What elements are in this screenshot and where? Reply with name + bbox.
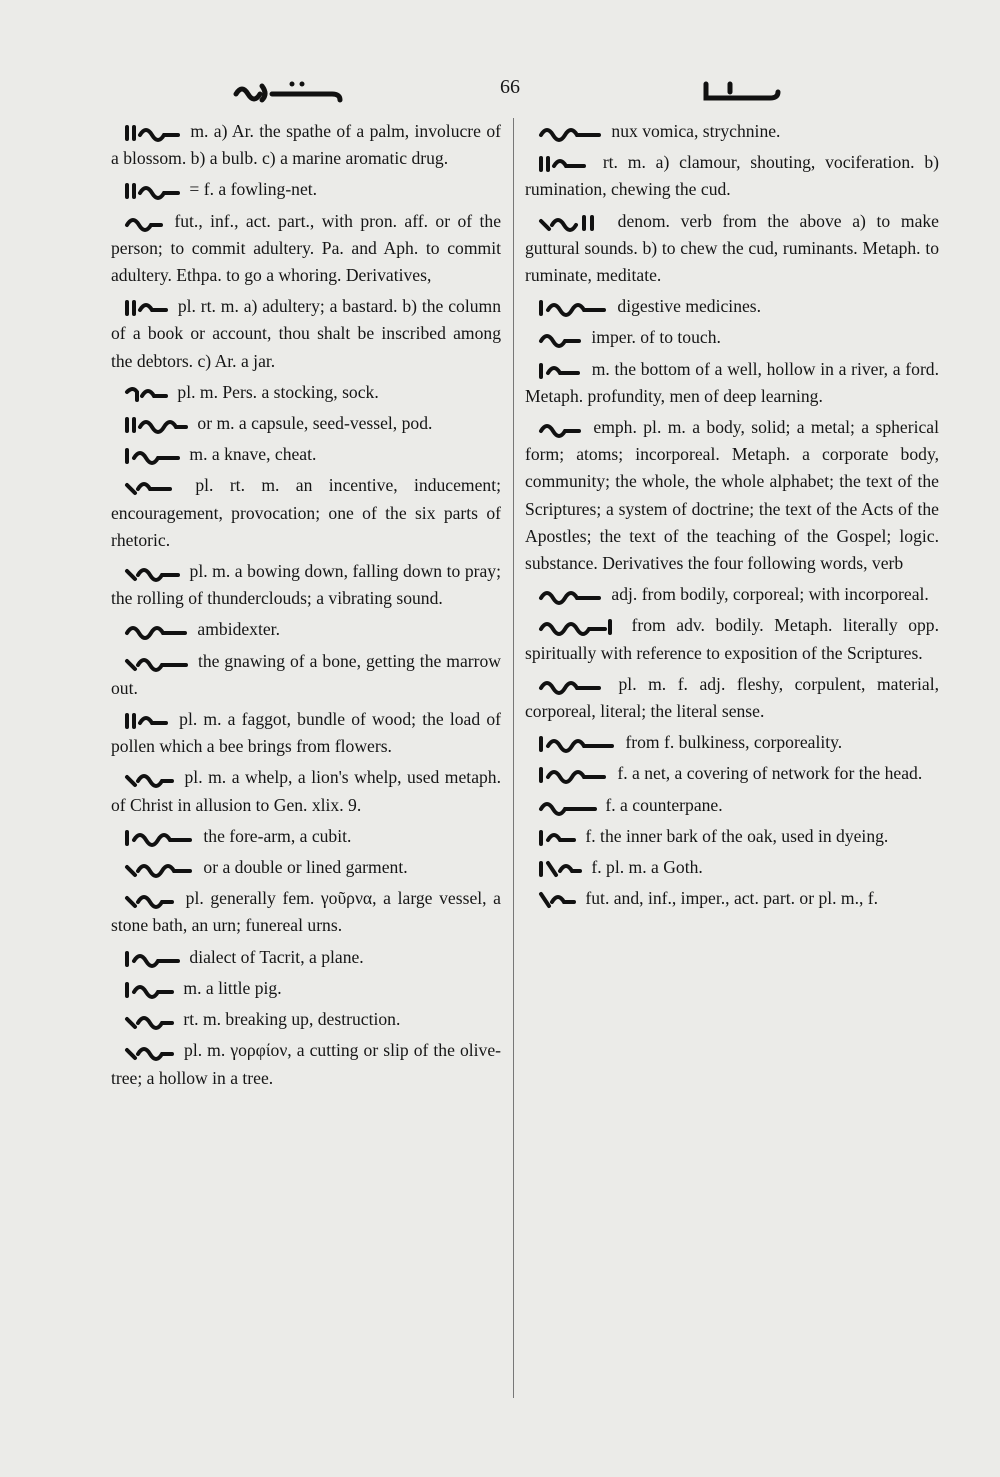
entry-text: the fore-arm, a cubit.: [199, 825, 352, 846]
entry-text: f. the inner bark of the oak, used in dyeing.: [581, 825, 889, 846]
entry-text: nux vomica, strychnine.: [607, 121, 781, 141]
entry-text: from adv. bodily. Metaph. literally opp. spiritually with reference to exposition of the Scriptures.: [525, 615, 939, 663]
entry-text: denom. verb from the above a) to make guttural sounds. b) to chew the cud, ruminants. Metaph. to ruminate, meditate.: [525, 210, 939, 286]
syriac-headword: [124, 477, 176, 497]
entry-text: pl. rt. m. an incentive, inducement; encouragement, provocation; one of the six parts of rhetoric.: [111, 475, 501, 550]
syriac-headword: [538, 734, 618, 754]
syriac-headword: [124, 123, 182, 143]
entry: [525, 581, 939, 608]
entry: [525, 612, 939, 666]
entry: [111, 1006, 501, 1033]
syriac-headword: [538, 617, 618, 637]
entry-text: pl. m. a whelp, a lion's whelp, used metaph. of Christ in allusion to Gen. xlix. 9.: [111, 767, 501, 815]
entry: [111, 648, 501, 702]
syriac-headword: [538, 765, 610, 785]
entry: [525, 823, 939, 850]
syriac-headword: [124, 415, 190, 435]
running-head-syriac-right: [700, 78, 782, 104]
entry-text: adj. from bodily, corporeal; with incorporeal.: [607, 584, 929, 605]
entry-text: fut. and, inf., imper., act. part. or pl. m., f.: [581, 888, 879, 909]
entry: [111, 379, 501, 406]
entry: [525, 149, 939, 203]
syriac-headword: [124, 653, 190, 673]
page-number: 66: [500, 76, 520, 98]
syriac-headword: [538, 154, 590, 174]
entry-text: pl. m. f. adj. fleshy, corpulent, material, corporeal, literal; the literal sense.: [525, 673, 939, 722]
entry-text: f. a counterpane.: [601, 794, 723, 815]
syriac-headword: [124, 446, 182, 466]
entry: [525, 792, 939, 819]
syriac-headword: [124, 769, 176, 789]
entry: [525, 118, 939, 145]
entry: [111, 706, 501, 760]
syriac-headword: [538, 859, 584, 879]
syriac-headword: [124, 1042, 176, 1062]
entry: [525, 324, 939, 351]
syriac-headword: [538, 676, 604, 696]
entry-text: the gnawing of a bone, getting the marrow out.: [111, 650, 501, 698]
entry-text: pl. m. Pers. a stocking, sock.: [173, 381, 379, 402]
entry-text: pl. m. a bowing down, falling down to pray; the rolling of thunderclouds; a vibrating sound.: [111, 561, 501, 609]
entry-text: or m. a capsule, seed-vessel, pod.: [193, 413, 433, 434]
page-header: [0, 72, 1000, 112]
entry: [111, 1037, 501, 1091]
entry-text: fut., inf., act. part., with pron. aff. or of the person; to commit adultery. Pa. and Aph. to commit adultery. Ethpa. to go a whoring. Derivatives,: [111, 210, 501, 286]
left-column: [111, 118, 501, 1096]
syriac-headword: [124, 711, 170, 731]
entry-text: m. a) Ar. the spathe of a palm, involucre of a blossom. b) a bulb. c) a marine aromatic drug.: [111, 121, 501, 169]
entry: [525, 671, 939, 725]
entry-text: pl. m. γορφίον, a cutting or slip of the olive-tree; a hollow in a tree.: [111, 1040, 501, 1088]
entry: [525, 885, 939, 912]
syriac-headword: [124, 213, 164, 233]
entry-text: rt. m. breaking up, destruction.: [179, 1009, 401, 1030]
syriac-headword: [124, 384, 170, 404]
entry-text: or a double or lined garment.: [199, 857, 408, 878]
syriac-headword: [538, 797, 598, 817]
entry-text: rt. m. a) clamour, shouting, vociferation. b) rumination, chewing the cud.: [525, 152, 939, 200]
entry: [111, 176, 501, 203]
entry-text: m. a little pig.: [179, 977, 282, 998]
entry: [111, 472, 501, 554]
entry: [525, 293, 939, 320]
entry-text: f. a net, a covering of network for the head.: [613, 763, 923, 784]
entry-text: pl. rt. m. a) adultery; a bastard. b) the column of a book or account, thou shalt be inscribed among the debtors. c) Ar. a jar.: [111, 296, 501, 371]
entry-text: from f. bulkiness, corporeality.: [621, 732, 843, 753]
syriac-headword: [124, 621, 190, 641]
entry: [111, 823, 501, 850]
syriac-headword: [124, 859, 196, 879]
entry-text: m. the bottom of a well, hollow in a river, a ford. Metaph. profundity, men of deep learning.: [525, 358, 939, 406]
running-head-syriac-left: [232, 78, 344, 106]
entry: [525, 854, 939, 881]
syriac-headword: [538, 890, 578, 910]
syriac-headword: [538, 586, 604, 606]
entry: [111, 410, 501, 437]
syriac-headword: [124, 890, 176, 910]
entry: [111, 975, 501, 1002]
entry: [525, 729, 939, 756]
entry: [111, 616, 501, 643]
syriac-headword: [538, 298, 610, 318]
syriac-headword: [538, 419, 584, 439]
syriac-headword: [538, 213, 604, 233]
entry-text: pl. generally fem. γοῦρνα, a large vessel, a stone bath, an urn; funereal urns.: [111, 888, 501, 936]
entry: [111, 293, 501, 375]
syriac-headword: [124, 563, 182, 583]
entry: [111, 764, 501, 818]
entry: [525, 356, 939, 410]
entry: [111, 118, 501, 172]
syriac-headword: [538, 361, 584, 381]
column-divider: [513, 118, 514, 1398]
syriac-headword: [538, 828, 578, 848]
entry: [111, 885, 501, 939]
entry-text: emph. pl. m. a body, solid; a metal; a spherical form; atoms; incorporeal. Metaph. a corporate body, community; the whole, the whole alphabet; the text of the Scriptures; a system of doctrine; the text of the Acts of the Apostles; the text of the teaching of the Gospel; logic. substance. Derivatives the four following words, verb: [525, 417, 939, 574]
entry: [111, 558, 501, 612]
entry: [111, 854, 501, 881]
syriac-headword: [124, 980, 176, 1000]
entry-text: dialect of Tacrit, a plane.: [185, 946, 364, 967]
syriac-headword: [124, 298, 170, 318]
syriac-headword: [124, 1011, 176, 1031]
entry: [525, 414, 939, 577]
syriac-headword: [124, 181, 182, 201]
entry-text: m. a knave, cheat.: [185, 444, 317, 465]
entry-text: = f. a fowling-net.: [185, 179, 318, 200]
entry-text: imper. of to touch.: [587, 327, 721, 348]
syriac-headword: [124, 828, 196, 848]
right-column: [525, 118, 939, 916]
entry: [525, 760, 939, 787]
entry: [111, 944, 501, 971]
entry-text: ambidexter.: [193, 619, 280, 640]
syriac-headword: [124, 949, 182, 969]
entry: [111, 441, 501, 468]
entry-text: f. pl. m. a Goth.: [587, 857, 703, 878]
entry-text: digestive medicines.: [613, 296, 762, 317]
syriac-headword: [538, 123, 604, 143]
syriac-headword: [538, 329, 584, 349]
entry: [525, 208, 939, 290]
entry-text: pl. m. a faggot, bundle of wood; the load of pollen which a bee brings from flowers.: [111, 709, 501, 757]
entry: [111, 208, 501, 290]
